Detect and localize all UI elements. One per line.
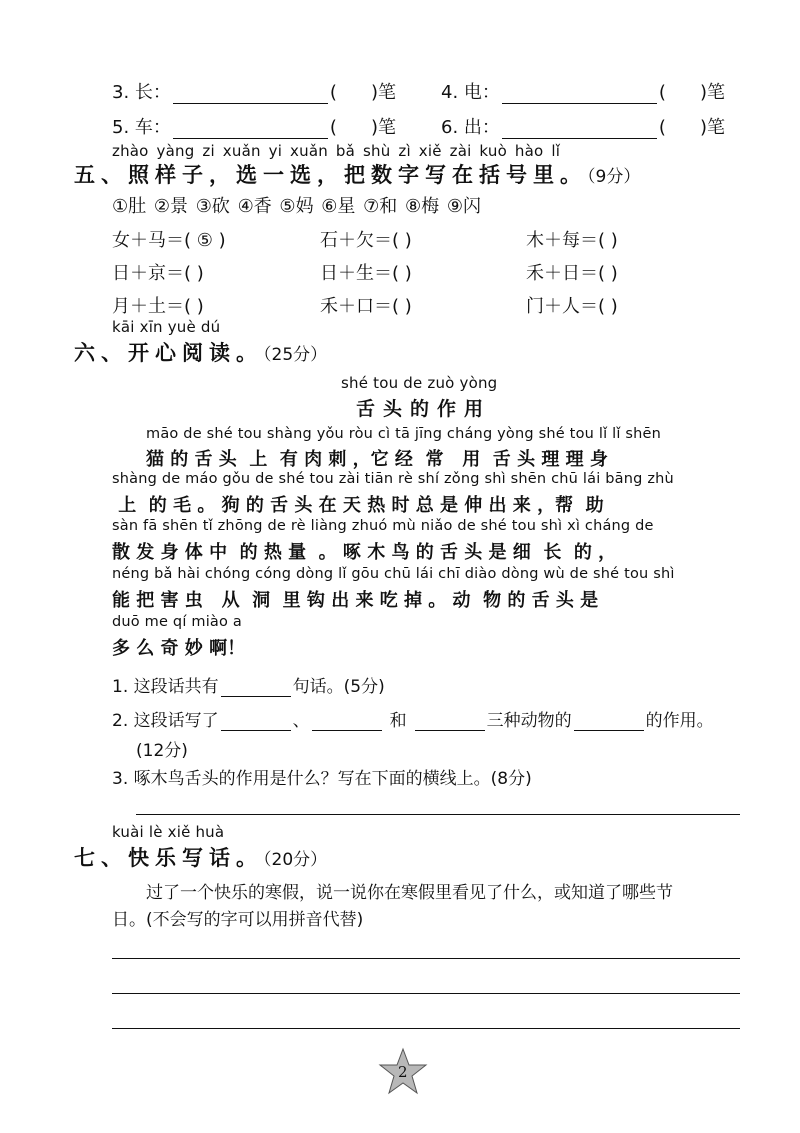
row-char: 长： [134, 82, 171, 103]
row-suffix: 笔 [377, 82, 396, 103]
q1-prefix: 1. 这段话共有 [112, 677, 219, 697]
q4-row-3 [112, 78, 396, 104]
q2-suffix: 的作用。 [645, 711, 714, 731]
section7-prompt-line-1: 过了一个快乐的寒假，说一说你在寒假里看见了什么，或知道了哪些节 [146, 883, 673, 903]
equation-3-2[interactable]: 禾＋口＝( ) [320, 296, 412, 317]
section5-heading [74, 159, 640, 189]
story-title-pinyin: shé tou de zuò yòng [341, 374, 498, 392]
q1-suffix: 句话。(5分) [292, 677, 385, 697]
q2-score: (12分) [136, 741, 188, 761]
writing-line-1[interactable] [112, 958, 740, 959]
section7-prompt-line-2: 日。(不会写的字可以用拼音代替) [112, 910, 364, 930]
row-suffix: 笔 [706, 82, 725, 103]
answer-line[interactable] [173, 137, 328, 139]
story-line-3-pinyin: sàn fā shēn tǐ zhōng de rè liàng zhuó mù niǎo de shé tou shì xì cháng de [112, 518, 654, 534]
equation-2-1[interactable]: 日＋京＝( ) [112, 263, 204, 284]
row-number: 5. [112, 117, 130, 138]
equation-2-2[interactable]: 日＋生＝( ) [320, 263, 412, 284]
story-line-2-text: 上 的 毛 。 狗 的 舌 头 在 天 热 时 总 是 伸 出 来 ，帮 助 [112, 495, 604, 516]
story-line-5-text: 多 么 奇 妙 啊！ [112, 638, 246, 659]
row-char: 车： [134, 117, 171, 138]
section6-score: （25分） [263, 345, 328, 365]
q2-answer-line-2[interactable] [312, 729, 382, 731]
writing-line-2[interactable] [112, 993, 740, 994]
paren-close: ) [370, 117, 378, 138]
equation-3-3[interactable]: 门＋人＝( ) [526, 296, 618, 317]
row-suffix: 笔 [706, 117, 725, 138]
section5-score: （9分） [587, 167, 641, 187]
q4-row-5 [112, 113, 396, 139]
page-number: 2 [398, 1063, 408, 1081]
story-line-5-pinyin: duō me qí miào a [112, 614, 242, 630]
section7-pinyin: kuài lè xiě huà [112, 823, 225, 841]
question-2 [112, 706, 714, 731]
row-suffix: 笔 [377, 117, 396, 138]
q4-row-4 [441, 78, 725, 104]
story-line-4-text: 能 把 害 虫 从 洞 里 钩 出 来 吃 掉 。 动 物 的 舌 头 是 [112, 590, 599, 611]
q1-answer-line[interactable] [221, 695, 291, 697]
row-char: 出： [463, 117, 500, 138]
answer-line[interactable] [502, 137, 657, 139]
q2-answer-line-1[interactable] [221, 729, 291, 731]
equation-1-3[interactable]: 木＋每＝( ) [526, 230, 618, 251]
paren-close: ) [370, 82, 378, 103]
q2-sep2: 和 [389, 711, 407, 731]
equation-3-1[interactable]: 月＋土＝( ) [112, 296, 204, 317]
row-number: 3. [112, 82, 130, 103]
section6-pinyin: kāi xīn yuè dú [112, 318, 221, 336]
row-number: 6. [441, 117, 459, 138]
section5-options: ①肚 ②景 ③砍 ④香 ⑤妈 ⑥星 ⑦和 ⑧梅 ⑨闪 [112, 196, 482, 217]
story-title: 舌头的作用 [356, 398, 492, 420]
story-line-4-pinyin: néng bǎ hài chóng cóng dòng lǐ gōu chū lái chī diào dòng wù de shé tou shì [112, 566, 675, 582]
paren-open: ( [329, 117, 337, 138]
answer-line[interactable] [173, 102, 328, 104]
paren-close: ) [699, 82, 707, 103]
equation-1-2[interactable]: 石＋欠＝( ) [320, 230, 412, 251]
section6-heading [74, 337, 327, 367]
q2-answer-line-4[interactable] [574, 729, 644, 731]
story-line-3-text: 散 发 身 体 中 的 热 量 。 啄 木 鸟 的 舌 头 是 细 长 的 ， [112, 542, 617, 563]
writing-line-3[interactable] [112, 1028, 740, 1029]
q4-row-6 [441, 113, 725, 139]
row-number: 4. [441, 82, 459, 103]
q3-answer-line[interactable] [136, 814, 740, 815]
section7-heading [74, 842, 327, 872]
paren-close: ) [699, 117, 707, 138]
q2-mid: 三种动物的 [486, 711, 572, 731]
question-3: 3. 啄木鸟舌头的作用是什么？写在下面的横线上。(8分) [112, 769, 532, 789]
story-line-1-text: 猫 的 舌 头 上 有 肉 刺 ，它 经 常 用 舌 头 理 理 身 [146, 449, 608, 470]
section5-title: 五、照样子，选一选，把数字写在括号里。 [74, 163, 587, 187]
q2-sep1: 、 [292, 711, 310, 731]
section7-score: （20分） [263, 850, 328, 870]
paren-open: ( [329, 82, 337, 103]
paren-open: ( [658, 117, 666, 138]
equation-2-3[interactable]: 禾＋日＝( ) [526, 263, 618, 284]
q2-answer-line-3[interactable] [415, 729, 485, 731]
story-line-1-pinyin: māo de shé tou shàng yǒu ròu cì tā jīng cháng yòng shé tou lǐ lǐ shēn [146, 426, 662, 442]
section5-pinyin: zhào yàng zi xuǎn yi xuǎn bǎ shù zì xiě zài kuò hào lǐ [112, 142, 561, 160]
row-char: 电： [463, 82, 500, 103]
answer-line[interactable] [502, 102, 657, 104]
equation-1-1[interactable]: 女＋马＝( ⑤ ) [112, 230, 226, 251]
paren-open: ( [658, 82, 666, 103]
section6-title: 六、开心阅读。 [74, 341, 263, 365]
question-1 [112, 672, 385, 697]
story-line-2-pinyin: shàng de máo gǒu de shé tou zài tiān rè shí zǒng shì shēn chū lái bāng zhù [112, 471, 674, 487]
section7-title: 七、快乐写话。 [74, 846, 263, 870]
q2-prefix: 2. 这段话写了 [112, 711, 219, 731]
